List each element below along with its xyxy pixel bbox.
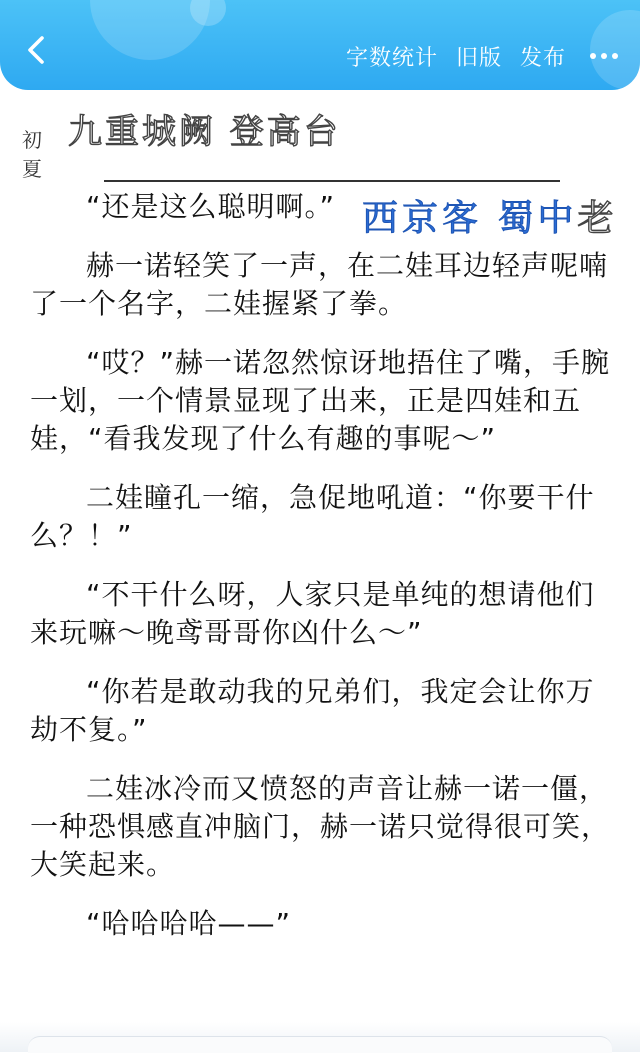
- paragraph: “还是这么聪明啊。”: [86, 190, 336, 223]
- chevron-left-icon: [25, 35, 47, 65]
- back-button[interactable]: [18, 32, 54, 68]
- more-dots-icon: [601, 53, 607, 59]
- paragraph: “不干什么呀，人家只是单纯的想请他们来玩嘛～晚鸢哥哥你凶什么～”: [30, 578, 595, 649]
- paragraph: 二娃瞳孔一缩，急促地吼道：“你要干什么？！”: [30, 481, 595, 552]
- word-count-button[interactable]: 字数统计: [345, 45, 438, 71]
- author-stamp: [362, 190, 617, 241]
- top-app-bar: [0, 0, 640, 90]
- stamp-outline-text: 老: [577, 198, 618, 239]
- more-dots-icon: [612, 53, 618, 59]
- article-body[interactable]: [30, 188, 620, 964]
- more-options-button[interactable]: [584, 53, 618, 59]
- paragraph: “哎？”赫一诺忽然惊讶地捂住了嘴，手腕一划，一个情景显现了出来，正是四娃和五娃，“看我发现了什么有趣的事呢～”: [30, 346, 611, 455]
- header-actions: [346, 38, 618, 74]
- paragraph: 二娃冰冷而又愤怒的声音让赫一诺一僵，一种恐惧感直冲脑门，赫一诺只觉得很可笑，大笑起来。: [30, 772, 611, 881]
- publish-button[interactable]: 发布: [519, 45, 566, 71]
- divider-line: [104, 180, 560, 182]
- paragraph: 赫一诺轻笑了一声，在二娃耳边轻声呢喃了一个名字，二娃握紧了拳。: [30, 249, 609, 320]
- title-prefix: 初夏: [22, 128, 42, 181]
- more-dots-icon: [590, 53, 596, 59]
- paragraph: “哈哈哈哈——”: [86, 907, 292, 940]
- paragraph: “你若是敢动我的兄弟们，我定会让你万劫不复。”: [30, 675, 595, 746]
- old-version-button[interactable]: 旧版: [455, 45, 502, 71]
- stamp-colored-text: 西京客 蜀中: [362, 198, 578, 239]
- bottom-toolbar-edge: [28, 1036, 612, 1053]
- article-title: 九重城阙 登高台: [68, 112, 341, 152]
